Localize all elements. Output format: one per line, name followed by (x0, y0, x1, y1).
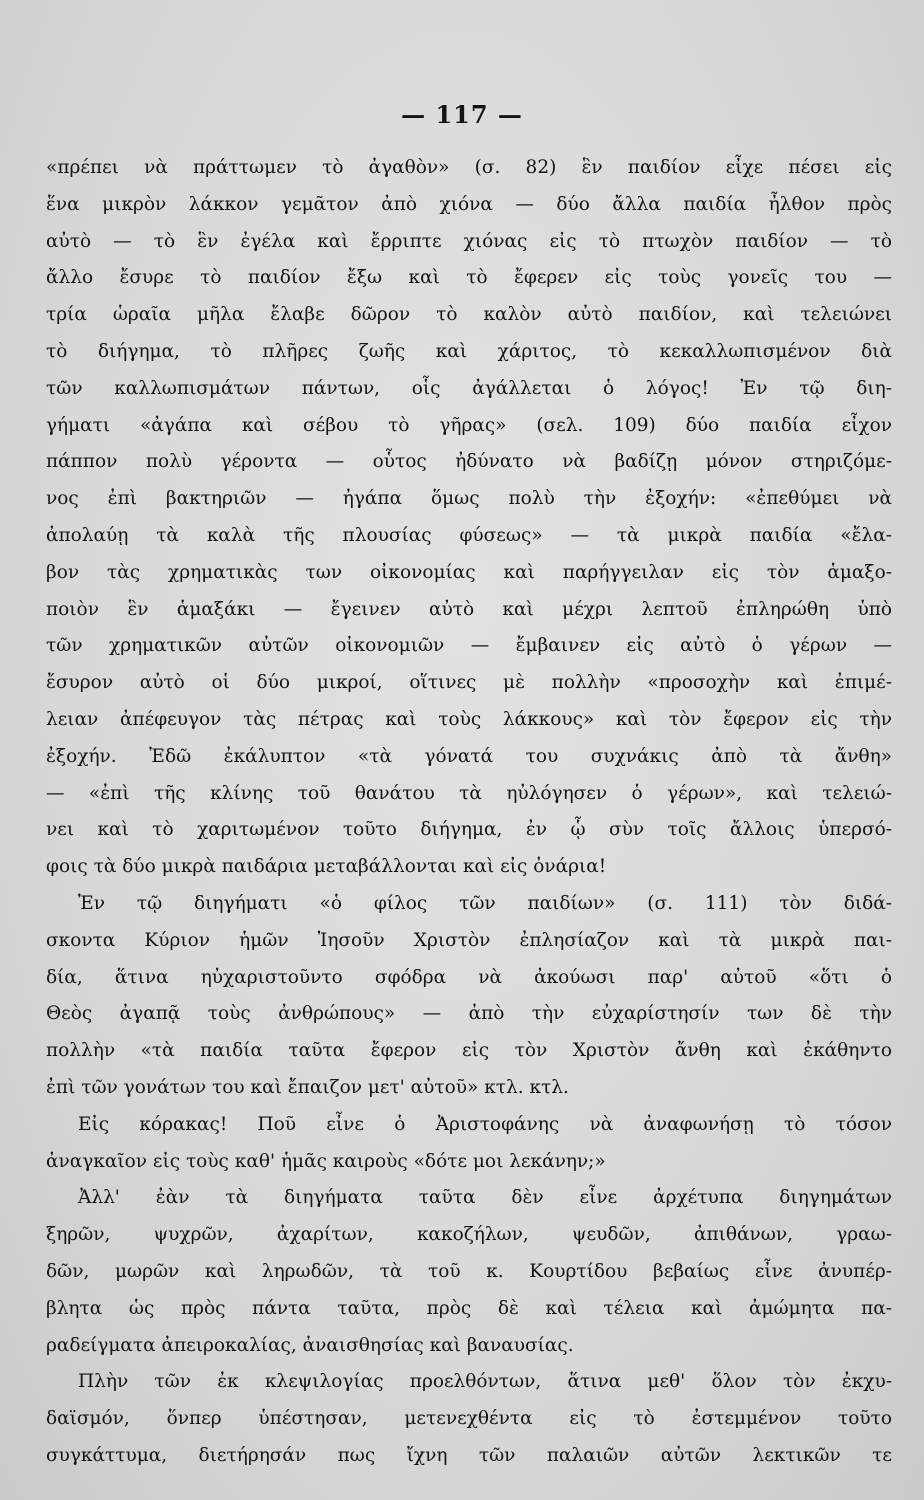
text-line: βλητα ὡς πρὸς πάντα ταῦτα, πρὸς δὲ καὶ τέλεια καὶ ἀμώμητα πα- (46, 1297, 892, 1319)
text-line: «πρέπει νὰ πράττωμεν τὸ ἀγαθὸν» (σ. 82) ἓν παιδίον εἶχε πέσει εἰς (46, 157, 892, 178)
text-line: Ἐν τῷ διηγήματι «ὁ φίλος τῶν παιδίων» (σ. 111) τὸν διδά- (78, 892, 892, 914)
text-line: σκοντα Κύριον ἡμῶν Ἰησοῦν Χριστὸν ἐπλησίαζον καὶ τὰ μικρὰ παι- (46, 929, 892, 951)
text-line: ἀναγκαῖον εἰς τοὺς καθ' ἡμᾶς καιροὺς «δότε μοι λεκάνην;» (46, 1150, 606, 1172)
text-line: ἀπολαύῃ τὰ καλὰ τῆς πλουσίας φύσεως» — τὰ μικρὰ παιδία «ἔλα- (46, 524, 892, 546)
text-line: φοις τὰ δύο μικρὰ παιδάρια μεταβάλλονται καὶ εἰς ὀνάρια! (46, 856, 607, 878)
text-line: αὐτὸ — τὸ ἓν ἐγέλα καὶ ἔρριπτε χιόνας εἰς τὸ πτωχὸν παιδίον — τὸ (46, 230, 892, 252)
text-line: Εἰς κόρακας! Ποῦ εἶνε ὁ Ἀριστοφάνης νὰ ἀναφωνήσῃ τὸ τόσον (78, 1113, 892, 1135)
text-line: ραδείγματα ἀπειροκαλίας, ἀναισθησίας καὶ βαναυσίας. (46, 1334, 574, 1356)
text-line: Ἀλλ' ἐὰν τὰ διηγήματα ταῦτα δὲν εἶνε ἀρχέτυπα διηγημάτων (78, 1187, 892, 1209)
text-line: ἐπὶ τῶν γονάτων του καὶ ἔπαιζον μετ' αὐτοῦ» κτλ. κτλ. (46, 1076, 569, 1098)
text-line: γήματι «ἀγάπα καὶ σέβου τὸ γῆρας» (σελ. 109) δύο παιδία εἶχον (46, 414, 892, 436)
text-line: — «ἐπὶ τῆς κλίνης τοῦ θανάτου τὰ ηὐλόγησεν ὁ γέρων», καὶ τελειώ- (46, 782, 892, 804)
text-line: ξηρῶν, ψυχρῶν, ἀχαρίτων, κακοζήλων, ψευδῶν, ἀπιθάνων, γραω- (46, 1224, 892, 1246)
text-line: τῶν χρηματικῶν αὐτῶν οἰκονομιῶν — ἔμβαινεν εἰς αὐτὸ ὁ γέρων — (46, 635, 892, 657)
text-line: συγκάττυμα, διετήρησάν πως ἴχνη τῶν παλαιῶν αὐτῶν λεκτικῶν τε (46, 1444, 892, 1466)
text-line: τῶν καλλωπισμάτων πάντων, οἷς ἀγάλλεται ὁ λόγος! Ἐν τῷ διη- (46, 377, 892, 399)
page-number: — 117 — (401, 100, 523, 129)
text-line: νει καὶ τὸ χαριτωμένον τοῦτο διήγημα, ἐν ᾧ σὺν τοῖς ἄλλοις ὑπερσό- (46, 819, 892, 841)
text-line: νος ἐπὶ βακτηριῶν — ἠγάπα ὅμως πολὺ τὴν ἐξοχήν: «ἐπεθύμει νὰ (46, 488, 892, 510)
text-line: βον τὰς χρηματικὰς των οἰκονομίας καὶ παρήγγειλαν εἰς τὸν ἁμαξο- (46, 561, 892, 583)
text-line: δία, ἅτινα ηὐχαριστοῦντο σφόδρα νὰ ἀκούωσι παρ' αὐτοῦ «ὅτι ὁ (46, 966, 892, 988)
body-text (46, 150, 892, 1475)
text-line: Πλὴν τῶν ἐκ κλεψιλογίας προελθόντων, ἅτινα μεθ' ὅλον τὸν ἐκχυ- (78, 1371, 892, 1393)
text-line: δῶν, μωρῶν καὶ ληρωδῶν, τὰ τοῦ κ. Κουρτίδου βεβαίως εἶνε ἀνυπέρ- (46, 1260, 892, 1282)
text-line: λειαν ἀπέφευγον τὰς πέτρας καὶ τοὺς λάκκους» καὶ τὸν ἔφερον εἰς τὴν (46, 708, 892, 730)
text-line: ἕνα μικρὸν λάκκον γεμᾶτον ἀπὸ χιόνα — δύο ἄλλα παιδία ἦλθον πρὸς (46, 193, 892, 215)
text-line: ἐξοχήν. Ἐδῶ ἐκάλυπτον «τὰ γόνατά του συχνάκις ἀπὸ τὰ ἄνθη» (46, 745, 892, 767)
text-line: δαϊσμόν, ὅνπερ ὑπέστησαν, μετενεχθέντα εἰς τὸ ἐστεμμένον τοῦτο (46, 1408, 892, 1430)
text-line: ποιὸν ἓν ἁμαξάκι — ἔγεινεν αὐτὸ καὶ μέχρι λεπτοῦ ἐπληρώθη ὑπὸ (46, 598, 892, 620)
text-line: ἔσυρον αὐτὸ οἱ δύο μικροί, οἵτινες μὲ πολλὴν «προσοχὴν καὶ ἐπιμέ- (46, 672, 892, 694)
text-line: τρία ὡραῖα μῆλα ἔλαβε δῶρον τὸ καλὸν αὐτὸ παιδίον, καὶ τελειώνει (46, 304, 892, 326)
text-line: Θεὸς ἀγαπᾷ τοὺς ἀνθρώπους» — ἀπὸ τὴν εὐχαρίστησίν των δὲ τὴν (46, 1003, 892, 1025)
text-line: ἄλλο ἔσυρε τὸ παιδίον ἔξω καὶ τὸ ἔφερεν εἰς τοὺς γονεῖς του — (46, 267, 892, 289)
text-line: πάππον πολὺ γέροντα — οὗτος ἠδύνατο νὰ βαδίζῃ μόνον στηριζόμε- (46, 451, 892, 473)
text-line: τὸ διήγημα, τὸ πλῆρες ζωῆς καὶ χάριτος, τὸ κεκαλλωπισμένον διὰ (46, 340, 892, 362)
text-line: πολλὴν «τὰ παιδία ταῦτα ἔφερον εἰς τὸν Χριστὸν ἄνθη καὶ ἐκάθηντο (46, 1040, 892, 1062)
